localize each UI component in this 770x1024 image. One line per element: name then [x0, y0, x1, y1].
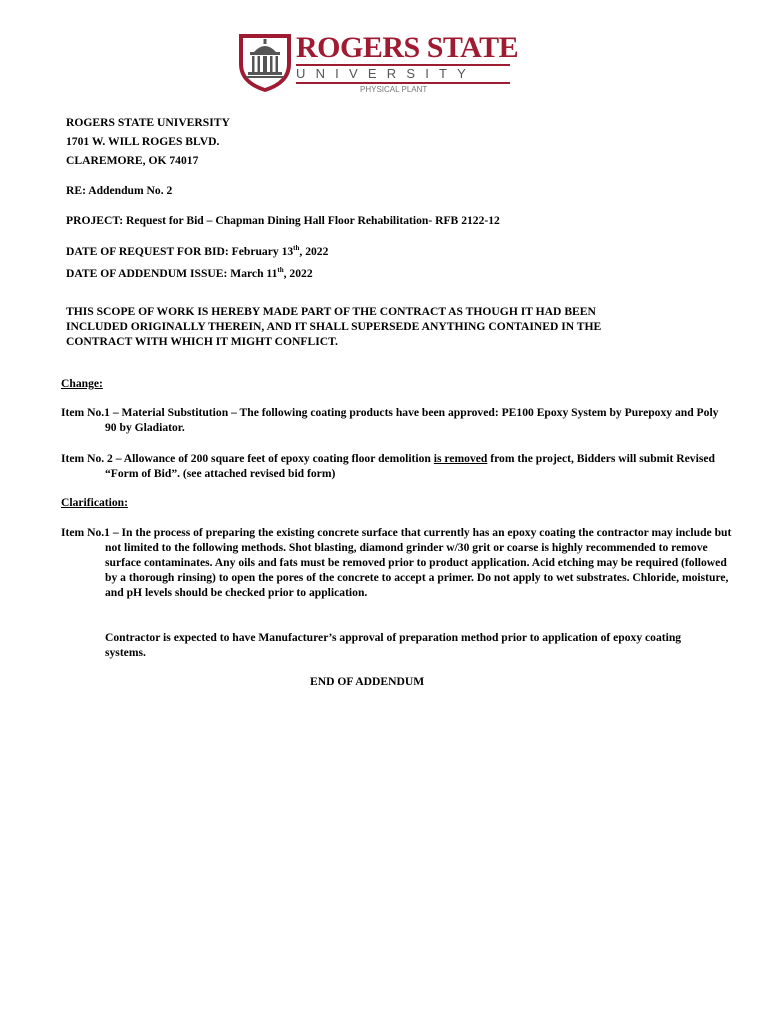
re-line: RE: Addendum No. 2 — [66, 184, 173, 197]
date-addendum-suffix: th — [277, 266, 284, 275]
change-item-2-text: Item No. 2 – Allowance of 200 square feet of epoxy coating floor demolition — [61, 452, 434, 465]
university-logo — [236, 30, 519, 100]
logo-subtitle: UNIVERSITY — [296, 66, 477, 81]
change-item-2 — [61, 451, 721, 481]
date-of-request — [66, 244, 328, 259]
scope-line-1: THIS SCOPE OF WORK IS HEREBY MADE PART OF THE CONTRACT AS THOUGH IT HAD BEEN — [66, 305, 596, 318]
end-of-addendum: END OF ADDENDUM — [310, 675, 425, 688]
change-item-2-emphasis: is removed — [433, 452, 488, 465]
date-of-addendum — [66, 266, 313, 281]
date-addendum-year: , 2022 — [283, 267, 313, 280]
address-line-2: 1701 W. WILL ROGES BLVD. — [66, 135, 220, 148]
logo-department: PHYSICAL PLANT — [360, 85, 428, 94]
clarification-note: Contractor is expected to have Manufacturer’s approval of preparation method prior to application of epoxy coating systems. — [105, 631, 682, 659]
change-heading: Change: — [61, 377, 103, 390]
address-line-3: CLAREMORE, OK 74017 — [66, 154, 199, 167]
scope-line-2: INCLUDED ORIGINALLY THEREIN, AND IT SHALL SUPERSEDE ANYTHING CONTAINED IN THE — [66, 320, 602, 333]
address-line-1: ROGERS STATE UNIVERSITY — [66, 116, 230, 129]
project-line: PROJECT: Request for Bid – Chapman Dining Hall Floor Rehabilitation- RFB 2122-12 — [66, 214, 500, 227]
date-request-suffix: th — [293, 244, 300, 253]
clarification-heading: Clarification: — [61, 496, 128, 509]
change-item-1: Item No.1 – Material Substitution – The following coating products have been approved: PE100 Epoxy System by Purepoxy and Poly 90 by Gladiator. — [61, 406, 719, 434]
scope-line-3: CONTRACT WITH WHICH IT MIGHT CONFLICT. — [66, 335, 338, 348]
date-request-year: , 2022 — [299, 245, 329, 258]
date-request-label: DATE OF REQUEST FOR BID: February 13 — [66, 245, 294, 258]
clarification-item-1: Item No.1 – In the process of preparing the existing concrete surface that currently has an epoxy coating the contractor may include but not limited to the following methods. Shot blasting, diamond grinder w/30 grit or coarse is highly recommended to remove surface contaminates. Any oils and fats must be removed prior to product application. Acid etching may be required (followed by a thorough rinsing) to open the pores of the concrete to accept a primer. Do not apply to wet substrates. Chloride, moisture, and pH levels should be checked prior to application. — [61, 526, 732, 599]
logo-rule-bottom — [296, 82, 510, 84]
seal-icon — [236, 30, 294, 94]
change-item-2-text-end: from the project, Bidders will submit Revised “Form of Bid”. (see attached revised bid form) — [105, 452, 715, 480]
logo-title: ROGERS STATE — [296, 31, 519, 64]
date-addendum-label: DATE OF ADDENDUM ISSUE: March 11 — [66, 267, 278, 280]
